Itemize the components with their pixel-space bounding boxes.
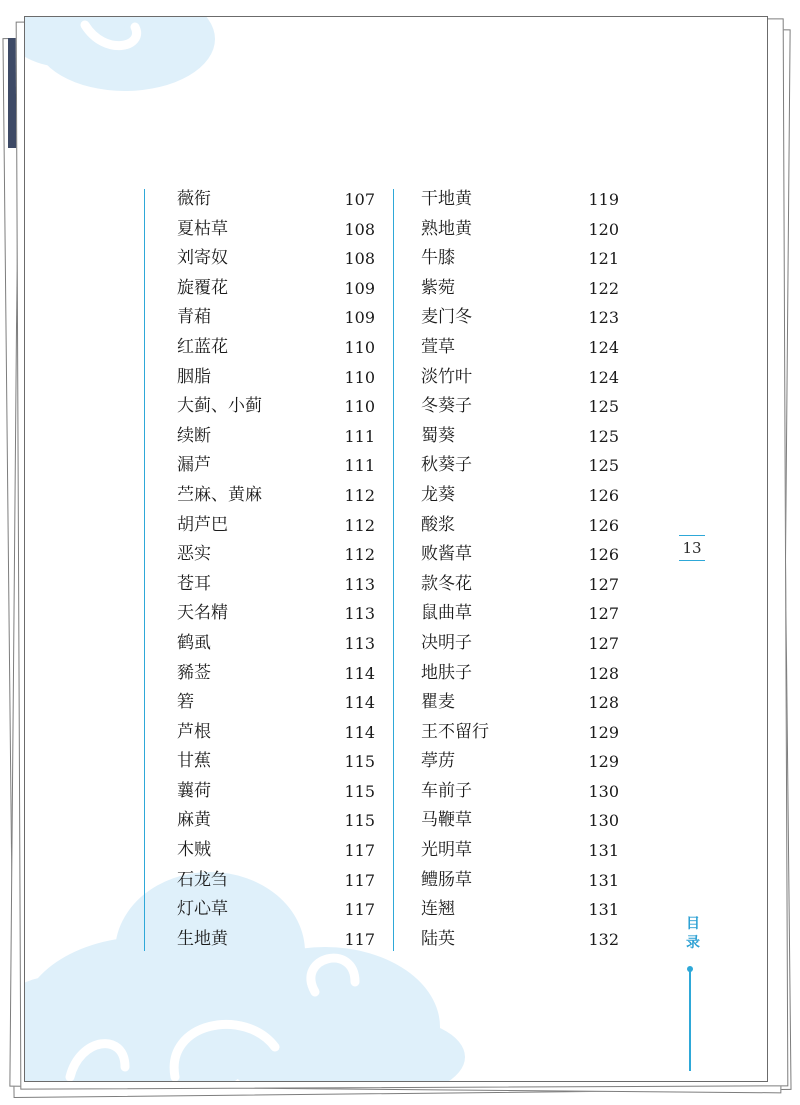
page-number: 13 bbox=[682, 539, 702, 557]
toc-entry bbox=[421, 422, 619, 452]
toc-entry-name: 续断 bbox=[177, 425, 211, 446]
toc-entry bbox=[421, 806, 619, 836]
toc-entry bbox=[177, 836, 375, 866]
toc-entry-page: 132 bbox=[588, 929, 619, 949]
toc-entry bbox=[421, 866, 619, 896]
toc-entry-page: 109 bbox=[344, 308, 375, 328]
toc-entry-name: 萱草 bbox=[421, 336, 455, 357]
toc-entry-page: 108 bbox=[344, 249, 375, 269]
toc-entry-name: 大蓟、小蓟 bbox=[177, 396, 262, 417]
toc-entry bbox=[177, 511, 375, 541]
toc-entry bbox=[177, 185, 375, 215]
toc-entry-name: 熟地黄 bbox=[421, 218, 472, 239]
toc-entry bbox=[177, 925, 375, 955]
toc-entry-page: 112 bbox=[344, 485, 375, 505]
toc-entry-page: 108 bbox=[344, 219, 375, 239]
toc-entry-name: 箬 bbox=[177, 692, 194, 713]
toc-entry-page: 120 bbox=[588, 219, 619, 239]
toc-entry-name: 酸浆 bbox=[421, 514, 455, 535]
toc-entry bbox=[177, 303, 375, 333]
toc-entry-name: 干地黄 bbox=[421, 189, 472, 209]
toc-entry-name: 胭脂 bbox=[177, 366, 211, 387]
section-rule bbox=[689, 971, 691, 1071]
toc-entry-name: 败酱草 bbox=[421, 544, 472, 565]
toc-entry-page: 129 bbox=[588, 722, 619, 742]
toc-entry bbox=[421, 244, 619, 274]
toc-entry-name: 鹤虱 bbox=[177, 632, 211, 653]
toc-entry-name: 灯心草 bbox=[177, 899, 228, 920]
toc-entry-page: 110 bbox=[344, 397, 375, 417]
toc-entry bbox=[421, 540, 619, 570]
toc-entry-page: 112 bbox=[344, 545, 375, 565]
toc-entry-name: 葶苈 bbox=[421, 751, 455, 772]
page-number-box bbox=[679, 535, 705, 561]
toc-entry bbox=[421, 481, 619, 511]
toc-entry bbox=[177, 215, 375, 245]
toc-entry-name: 陆英 bbox=[421, 928, 455, 949]
toc-entry-page: 113 bbox=[344, 604, 375, 624]
toc-entry-page: 131 bbox=[588, 900, 619, 920]
toc-entry-page: 121 bbox=[588, 249, 619, 269]
toc-entry-name: 鳢肠草 bbox=[421, 869, 472, 890]
toc-entry-name: 麻黄 bbox=[177, 810, 211, 831]
toc-entry bbox=[421, 777, 619, 807]
toc-entry-name: 牛膝 bbox=[421, 248, 455, 269]
toc-entry-name: 秋葵子 bbox=[421, 455, 472, 476]
toc-entry-name: 冬葵子 bbox=[421, 396, 472, 417]
toc-entry-page: 115 bbox=[344, 811, 375, 831]
toc-entry-name: 鼠曲草 bbox=[421, 603, 472, 624]
toc-entry bbox=[421, 895, 619, 925]
toc-entry-page: 125 bbox=[588, 397, 619, 417]
toc-right-column bbox=[421, 185, 619, 954]
toc-entry-page: 127 bbox=[588, 633, 619, 653]
toc-entry-page: 117 bbox=[344, 841, 375, 861]
toc-entry bbox=[421, 836, 619, 866]
toc-entry bbox=[421, 599, 619, 629]
toc-entry-page: 124 bbox=[588, 367, 619, 387]
toc-entry-page: 111 bbox=[344, 456, 375, 476]
toc-entry-page: 131 bbox=[588, 870, 619, 890]
toc-entry-page: 128 bbox=[588, 693, 619, 713]
toc-entry-name: 地肤子 bbox=[421, 662, 472, 683]
toc-entry-page: 123 bbox=[588, 308, 619, 328]
toc-entry bbox=[177, 866, 375, 896]
toc-entry-name: 淡竹叶 bbox=[421, 366, 472, 387]
toc-entry-name: 瞿麦 bbox=[421, 692, 455, 713]
page-number-bottom-rule bbox=[679, 560, 705, 561]
toc-entry-name: 款冬花 bbox=[421, 573, 472, 594]
toc-entry-page: 127 bbox=[588, 574, 619, 594]
toc-entry-name: 光明草 bbox=[421, 840, 472, 861]
left-column-rule bbox=[144, 189, 145, 951]
toc-entry-name: 胡芦巴 bbox=[177, 514, 228, 535]
toc-entry bbox=[177, 422, 375, 452]
toc-entry bbox=[177, 333, 375, 363]
toc-entry bbox=[177, 599, 375, 629]
toc-entry bbox=[177, 570, 375, 600]
toc-entry-page: 129 bbox=[588, 752, 619, 772]
toc-entry-name: 马鞭草 bbox=[421, 810, 472, 831]
toc-entry bbox=[421, 718, 619, 748]
toc-entry-page: 114 bbox=[344, 722, 375, 742]
toc-entry-page: 130 bbox=[588, 781, 619, 801]
toc-entry bbox=[421, 333, 619, 363]
toc-entry-name: 苍耳 bbox=[177, 573, 211, 594]
toc-entry-name: 蜀葵 bbox=[421, 425, 455, 446]
toc-entry bbox=[421, 747, 619, 777]
toc-entry-page: 117 bbox=[344, 870, 375, 890]
toc-entry bbox=[177, 363, 375, 393]
toc-entry-name: 青葙 bbox=[177, 307, 211, 328]
toc-entry-page: 110 bbox=[344, 337, 375, 357]
toc-entry-page: 124 bbox=[588, 337, 619, 357]
toc-entry-name: 麦门冬 bbox=[421, 307, 472, 328]
toc-entry bbox=[177, 629, 375, 659]
toc-entry bbox=[177, 659, 375, 689]
toc-entry bbox=[177, 451, 375, 481]
toc-entry bbox=[177, 777, 375, 807]
toc-entry-name: 连翘 bbox=[421, 899, 455, 920]
toc-entry bbox=[421, 451, 619, 481]
toc-entry bbox=[421, 303, 619, 333]
toc-entry bbox=[421, 511, 619, 541]
toc-entry-name: 生地黄 bbox=[177, 928, 228, 949]
toc-entry-name: 王不留行 bbox=[421, 721, 489, 742]
toc-entry-name: 木贼 bbox=[177, 840, 211, 861]
toc-entry bbox=[177, 747, 375, 777]
right-column-rule bbox=[393, 189, 394, 951]
toc-entry-name: 车前子 bbox=[421, 780, 472, 801]
toc-entry bbox=[177, 540, 375, 570]
toc-entry bbox=[177, 392, 375, 422]
toc-entry-page: 128 bbox=[588, 663, 619, 683]
toc-entry bbox=[177, 718, 375, 748]
toc-entry bbox=[421, 629, 619, 659]
toc-entry bbox=[177, 274, 375, 304]
toc-entry bbox=[421, 363, 619, 393]
toc-entry-page: 131 bbox=[588, 841, 619, 861]
toc-entry-page: 115 bbox=[344, 752, 375, 772]
toc-entry-name: 漏芦 bbox=[177, 455, 211, 476]
toc-entry-page: 114 bbox=[344, 693, 375, 713]
toc-entry bbox=[421, 185, 619, 215]
toc-entry-page: 130 bbox=[588, 811, 619, 831]
cloud-decoration bbox=[25, 17, 767, 1081]
toc-entry-page: 111 bbox=[344, 426, 375, 446]
toc-entry-page: 113 bbox=[344, 633, 375, 653]
section-label-char-2: 录 bbox=[686, 935, 700, 951]
toc-entry-name: 芦根 bbox=[177, 721, 211, 742]
toc-entry-page: 107 bbox=[344, 190, 375, 209]
toc-entry bbox=[421, 392, 619, 422]
toc-entry bbox=[177, 895, 375, 925]
toc-entry-name: 天名精 bbox=[177, 603, 228, 624]
toc-entry-page: 126 bbox=[588, 485, 619, 505]
toc-entry bbox=[177, 688, 375, 718]
toc-entry-page: 112 bbox=[344, 515, 375, 535]
toc-entry bbox=[421, 925, 619, 955]
toc-entry-page: 114 bbox=[344, 663, 375, 683]
toc-entry-page: 117 bbox=[344, 929, 375, 949]
toc-entry-name: 蘘荷 bbox=[177, 780, 211, 801]
toc-entry bbox=[421, 659, 619, 689]
toc-entry-name: 薇衔 bbox=[177, 189, 211, 209]
book-page bbox=[24, 16, 768, 1082]
toc-entry-name: 恶实 bbox=[177, 544, 211, 565]
toc-left-column bbox=[177, 185, 375, 954]
toc-entry-page: 122 bbox=[588, 278, 619, 298]
toc-entry-page: 127 bbox=[588, 604, 619, 624]
toc-entry-name: 石龙刍 bbox=[177, 869, 228, 890]
toc-entry bbox=[421, 688, 619, 718]
toc-entry-name: 红蓝花 bbox=[177, 336, 228, 357]
toc-entry bbox=[421, 215, 619, 245]
toc-entry-name: 夏枯草 bbox=[177, 218, 228, 239]
toc-entry-page: 126 bbox=[588, 545, 619, 565]
toc-entry-name: 龙葵 bbox=[421, 484, 455, 505]
toc-entry bbox=[421, 570, 619, 600]
toc-entry-name: 决明子 bbox=[421, 632, 472, 653]
toc-entry-name: 甘蕉 bbox=[177, 751, 211, 772]
toc-entry-page: 119 bbox=[588, 190, 619, 209]
toc-entry bbox=[177, 481, 375, 511]
toc-entry bbox=[177, 244, 375, 274]
section-label bbox=[685, 915, 701, 953]
toc-entry-page: 109 bbox=[344, 278, 375, 298]
toc-entry-name: 苎麻、黄麻 bbox=[177, 484, 262, 505]
toc-entry-page: 115 bbox=[344, 781, 375, 801]
toc-entry-name: 旋覆花 bbox=[177, 277, 228, 298]
toc-entry-page: 113 bbox=[344, 574, 375, 594]
toc-entry-page: 125 bbox=[588, 456, 619, 476]
toc-entry-page: 110 bbox=[344, 367, 375, 387]
toc-entry-name: 紫菀 bbox=[421, 277, 455, 298]
toc-entry-name: 刘寄奴 bbox=[177, 248, 228, 269]
toc-entry-name: 豨莶 bbox=[177, 662, 211, 683]
toc-entry-page: 125 bbox=[588, 426, 619, 446]
toc-entry bbox=[177, 806, 375, 836]
toc-entry-page: 117 bbox=[344, 900, 375, 920]
toc-entry-page: 126 bbox=[588, 515, 619, 535]
section-label-char-1: 目 bbox=[686, 916, 700, 932]
toc-entry bbox=[421, 274, 619, 304]
